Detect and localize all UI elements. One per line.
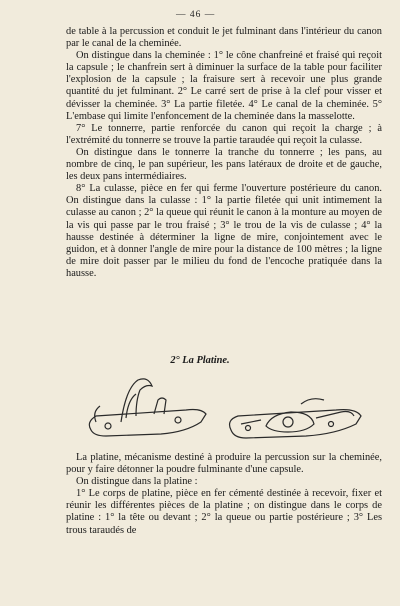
paragraph: 7° Le tonnerre, partie renforcée du canon qui reçoit la charge ; à l'extrémité du tonnerre se trouve la partie taraudée qui reçoit la culasse. (66, 122, 382, 146)
paragraph: On distingue dans la platine : (76, 476, 198, 488)
paragraph: La platine, mécanisme destiné à produire la percussion sur la cheminée, pour y faire détonner la poudre fulminante d'une capsule. (66, 452, 382, 476)
paragraph: 1° Le corps de platine, pièce en fer cémenté destinée à recevoir, fixer et réunir les différentes pièces de la platine ; on distingue dans le corps de platine : 1° la tête ou devant ; 2° la queue ou partie postérieure ; 3° Les trous taraudés de (66, 488, 382, 536)
text-block-bottom (66, 452, 382, 537)
lock-plate-exterior-drawing (89, 379, 206, 436)
page-number: — 46 — (176, 10, 216, 20)
paragraph: de table à la percussion et conduit le jet fulminant dans l'intérieur du canon par le canal de la cheminée. (66, 26, 382, 50)
lock-mechanism-illustration (66, 370, 386, 450)
paragraph: On distingue dans la cheminée : 1° le cône chanfreiné et fraisé qui reçoit la capsule ; le chanfrein sert à diminuer la surface de la table pour faciliter l'explosion de la capsule ; la fraisure sert à recevoir une plus grande quantité du jet fulminant. 2° Le carré sert de prise à la clef pour visser et dévisser la cheminée. 3° La partie filetée. 4° Le canal de la cheminée. 5° L'embase qui limite l'enfoncement de la cheminée dans la masselotte. (66, 50, 382, 122)
section-title: 2° La Platine. (170, 355, 230, 366)
paragraph: On distingue dans le tonnerre la tranche du tonnerre ; les pans, au nombre de cinq, le pan supérieur, les pans latéraux de droite et de gauche, les deux pans intermédiaires. (66, 146, 382, 183)
lock-plate-interior-drawing (230, 399, 361, 438)
paragraph: 8° La culasse, pièce en fer qui ferme l'ouverture postérieure du canon. On distingue dans la culasse : 1° la partie filetée qui unit intimement la culasse au canon ; 2° la queue qui réunit le canon à la monture au moyen de la vis qui passe par le trou fraisé ; 3° le trou de la vis de culasse ; 4° la hausse destinée à déterminer la ligne de mire, conjointement avec le guidon, et à donner l'angle de mire pour la distance de 100 mètres ; la ligne de mire doit passer par le milieu du fond de l'encoche pratiquée dans la hausse. (66, 183, 382, 279)
text-block-top (66, 26, 382, 280)
